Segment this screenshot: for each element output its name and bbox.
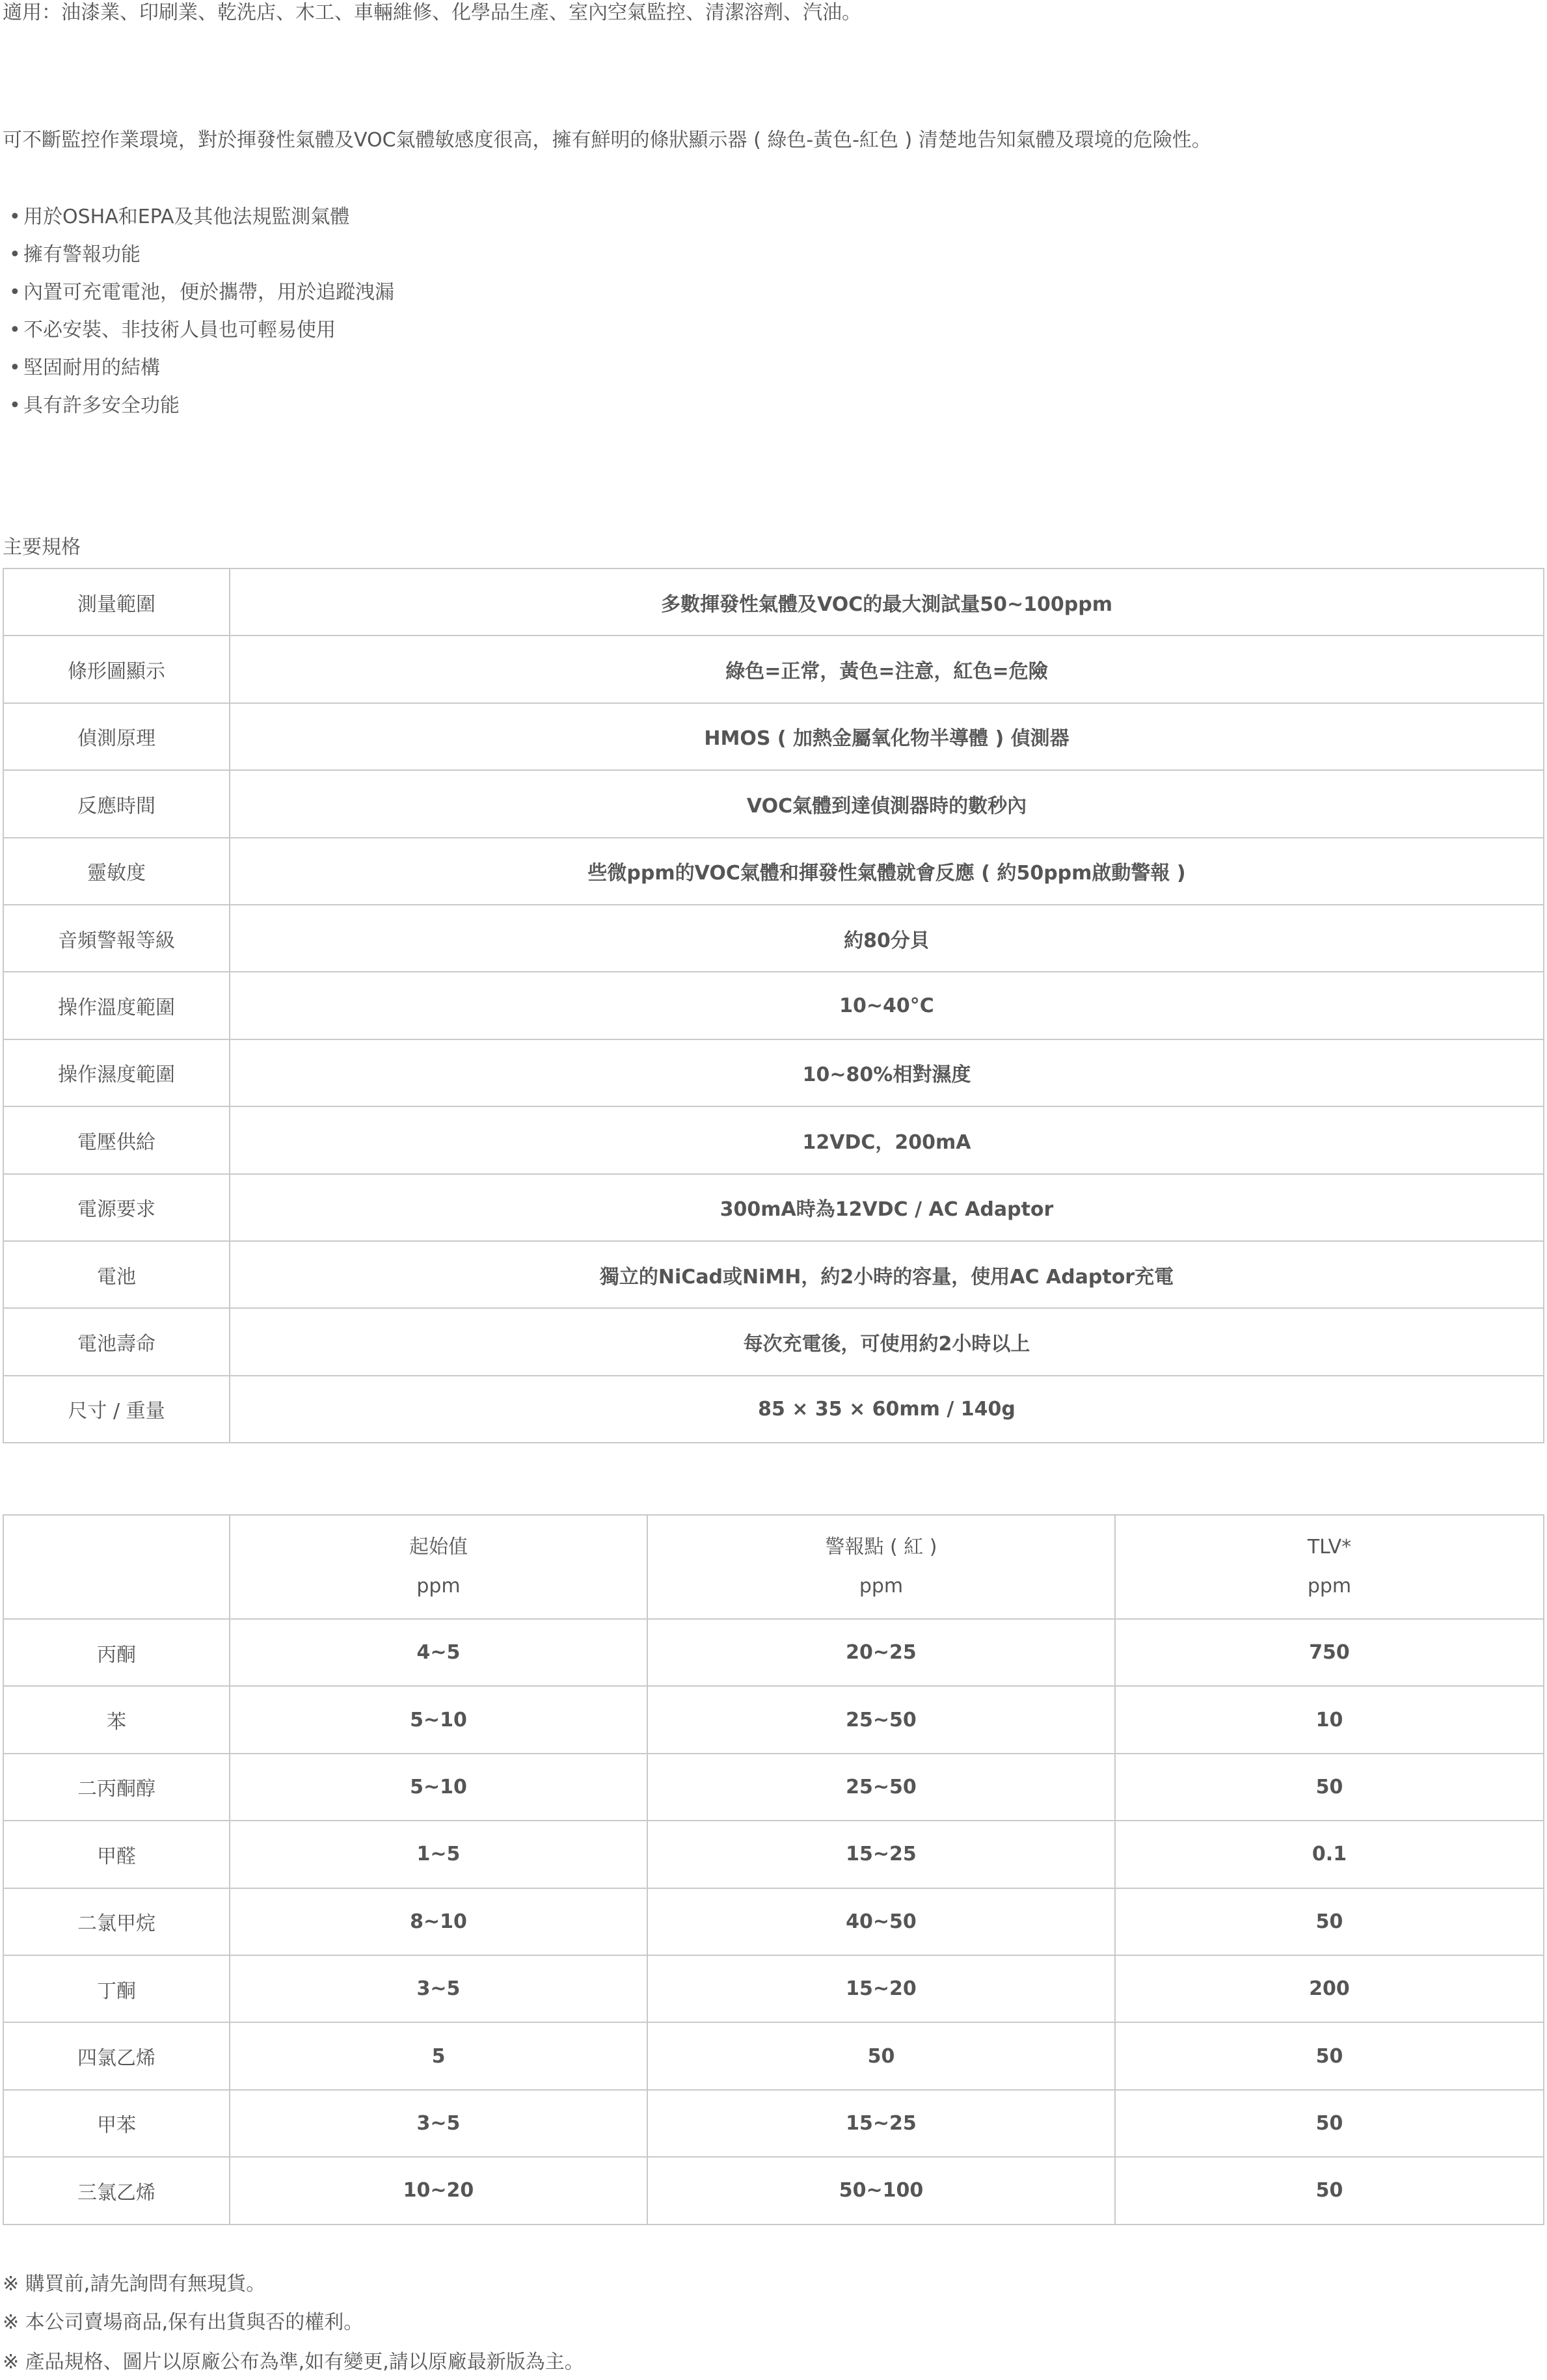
- gas-header-unit: ppm: [416, 1575, 461, 1598]
- gas-start-value: 5~10: [230, 1686, 647, 1753]
- spec-row: [3, 1376, 1544, 1443]
- gas-row: [3, 1619, 1544, 1686]
- gas-header-tlv: [1115, 1515, 1544, 1619]
- gas-alarm-value: 25~50: [647, 1754, 1115, 1821]
- gas-row: [3, 2157, 1544, 2224]
- spec-label: 條形圖顯示: [3, 635, 230, 702]
- gas-name: 苯: [3, 1686, 230, 1753]
- gas-alarm-value: 15~25: [647, 1821, 1115, 1888]
- gas-row: [3, 2090, 1544, 2157]
- gas-name: 甲醛: [3, 1821, 230, 1888]
- gas-name: 丙酮: [3, 1619, 230, 1686]
- gas-start-value: 8~10: [230, 1888, 647, 1955]
- gas-alarm-value: 20~25: [647, 1619, 1115, 1686]
- gas-name: 四氯乙烯: [3, 2022, 230, 2089]
- spec-row: [3, 1106, 1544, 1173]
- gas-start-value: 10~20: [230, 2157, 647, 2224]
- spec-label: 靈敏度: [3, 838, 230, 905]
- spec-label: 偵測原理: [3, 703, 230, 770]
- spec-row: [3, 568, 1544, 635]
- gas-alarm-value: 40~50: [647, 1888, 1115, 1955]
- spec-value: 綠色=正常，黃色=注意，紅色=危險: [230, 635, 1544, 702]
- applicable-industries: 適用：油漆業、印刷業、乾洗店、木工、車輛維修、化學品生產、室內空氣監控、清潔溶劑、汽油。: [3, 1, 861, 24]
- spec-label: 操作濕度範圍: [3, 1039, 230, 1106]
- feature-item: • 堅固耐用的結構: [9, 355, 394, 393]
- gas-tlv-value: 50: [1115, 2157, 1544, 2224]
- spec-value: 10~80%相對濕度: [230, 1039, 1544, 1106]
- spec-row: [3, 1039, 1544, 1106]
- gas-table-header-row: [3, 1515, 1544, 1619]
- gas-tlv-value: 50: [1115, 2090, 1544, 2157]
- spec-label: 反應時間: [3, 770, 230, 837]
- feature-item: • 內置可充電電池，便於攜帶，用於追蹤洩漏: [9, 280, 394, 317]
- gas-alarm-value: 50: [647, 2022, 1115, 2089]
- spec-label: 測量範圍: [3, 568, 230, 635]
- gas-start-value: 5~10: [230, 1754, 647, 1821]
- gas-tlv-value: 0.1: [1115, 1821, 1544, 1888]
- spec-value: 獨立的NiCad或NiMH，約2小時的容量，使用AC Adaptor充電: [230, 1241, 1544, 1308]
- product-description: 可不斷監控作業環境，對於揮發性氣體及VOC氣體敏感度很高，擁有鮮明的條狀顯示器 ( 綠色-黃色-紅色 ) 清楚地告知氣體及環境的危險性。: [3, 129, 1211, 152]
- gas-row: [3, 2022, 1544, 2089]
- gas-name: 甲苯: [3, 2090, 230, 2157]
- spec-heading: 主要規格: [3, 536, 81, 559]
- gas-alarm-value: 15~20: [647, 1955, 1115, 2022]
- gas-alarm-value: 15~25: [647, 2090, 1115, 2157]
- spec-row: [3, 1174, 1544, 1241]
- spec-table: [3, 568, 1544, 1443]
- spec-value: VOC氣體到達偵測器時的數秒內: [230, 770, 1544, 837]
- spec-value: 85 × 35 × 60mm / 140g: [230, 1376, 1544, 1443]
- gas-row: [3, 1686, 1544, 1753]
- gas-name: 丁酮: [3, 1955, 230, 2022]
- gas-header-start: [230, 1515, 647, 1619]
- spec-value: 約80分貝: [230, 905, 1544, 972]
- gas-header-title: TLV*: [1307, 1536, 1352, 1558]
- feature-item: • 具有許多安全功能: [9, 393, 394, 431]
- purchase-note: ※ 購買前,請先詢問有無現貨。: [3, 2273, 266, 2295]
- spec-label: 操作溫度範圍: [3, 972, 230, 1039]
- spec-label: 電池壽命: [3, 1308, 230, 1375]
- spec-value: HMOS ( 加熱金屬氧化物半導體 ) 偵測器: [230, 703, 1544, 770]
- feature-list: [9, 204, 394, 431]
- gas-header-empty: [3, 1515, 230, 1619]
- gas-tlv-value: 50: [1115, 1754, 1544, 1821]
- gas-tlv-value: 50: [1115, 1888, 1544, 1955]
- feature-item: • 擁有警報功能: [9, 242, 394, 280]
- spec-row: [3, 635, 1544, 702]
- spec-value: 300mA時為12VDC / AC Adaptor: [230, 1174, 1544, 1241]
- spec-label: 尺寸 / 重量: [3, 1376, 230, 1443]
- spec-value: 12VDC，200mA: [230, 1106, 1544, 1173]
- spec-row: [3, 905, 1544, 972]
- gas-header-unit: ppm: [859, 1575, 904, 1598]
- spec-label: 電壓供給: [3, 1106, 230, 1173]
- spec-disclaimer-note: ※ 產品規格、圖片以原廠公布為準,如有變更,請以原廠最新版為主。: [3, 2351, 584, 2373]
- spec-row: [3, 770, 1544, 837]
- gas-alarm-value: 25~50: [647, 1686, 1115, 1753]
- gas-row: [3, 1754, 1544, 1821]
- spec-row: [3, 972, 1544, 1039]
- spec-label: 電源要求: [3, 1174, 230, 1241]
- gas-header-title: 警報點 ( 紅 ): [825, 1536, 937, 1558]
- gas-name: 二氯甲烷: [3, 1888, 230, 1955]
- gas-tlv-value: 200: [1115, 1955, 1544, 2022]
- spec-value: 多數揮發性氣體及VOC的最大測試量50~100ppm: [230, 568, 1544, 635]
- spec-label: 音頻警報等級: [3, 905, 230, 972]
- spec-row: [3, 1308, 1544, 1375]
- shipping-note: ※ 本公司賣場商品,保有出貨與否的權利。: [3, 2311, 364, 2334]
- gas-row: [3, 1955, 1544, 2022]
- gas-alarm-value: 50~100: [647, 2157, 1115, 2224]
- gas-tlv-value: 50: [1115, 2022, 1544, 2089]
- spec-row: [3, 703, 1544, 770]
- feature-item: • 用於OSHA和EPA及其他法規監測氣體: [9, 204, 394, 242]
- gas-tlv-value: 750: [1115, 1619, 1544, 1686]
- spec-value: 10~40°C: [230, 972, 1544, 1039]
- gas-start-value: 3~5: [230, 1955, 647, 2022]
- feature-item: • 不必安裝、非技術人員也可輕易使用: [9, 317, 394, 355]
- gas-name: 三氯乙烯: [3, 2157, 230, 2224]
- gas-row: [3, 1888, 1544, 1955]
- spec-label: 電池: [3, 1241, 230, 1308]
- gas-header-alarm: [647, 1515, 1115, 1619]
- spec-row: [3, 838, 1544, 905]
- spec-value: 每次充電後，可使用約2小時以上: [230, 1308, 1544, 1375]
- gas-start-value: 5: [230, 2022, 647, 2089]
- gas-start-value: 3~5: [230, 2090, 647, 2157]
- gas-threshold-table: [3, 1514, 1544, 2225]
- gas-start-value: 1~5: [230, 1821, 647, 1888]
- spec-row: [3, 1241, 1544, 1308]
- gas-tlv-value: 10: [1115, 1686, 1544, 1753]
- spec-value: 些微ppm的VOC氣體和揮發性氣體就會反應 ( 約50ppm啟動警報 ): [230, 838, 1544, 905]
- gas-start-value: 4~5: [230, 1619, 647, 1686]
- gas-row: [3, 1821, 1544, 1888]
- gas-header-unit: ppm: [1307, 1575, 1352, 1598]
- gas-name: 二丙酮醇: [3, 1754, 230, 1821]
- gas-header-title: 起始值: [409, 1536, 468, 1558]
